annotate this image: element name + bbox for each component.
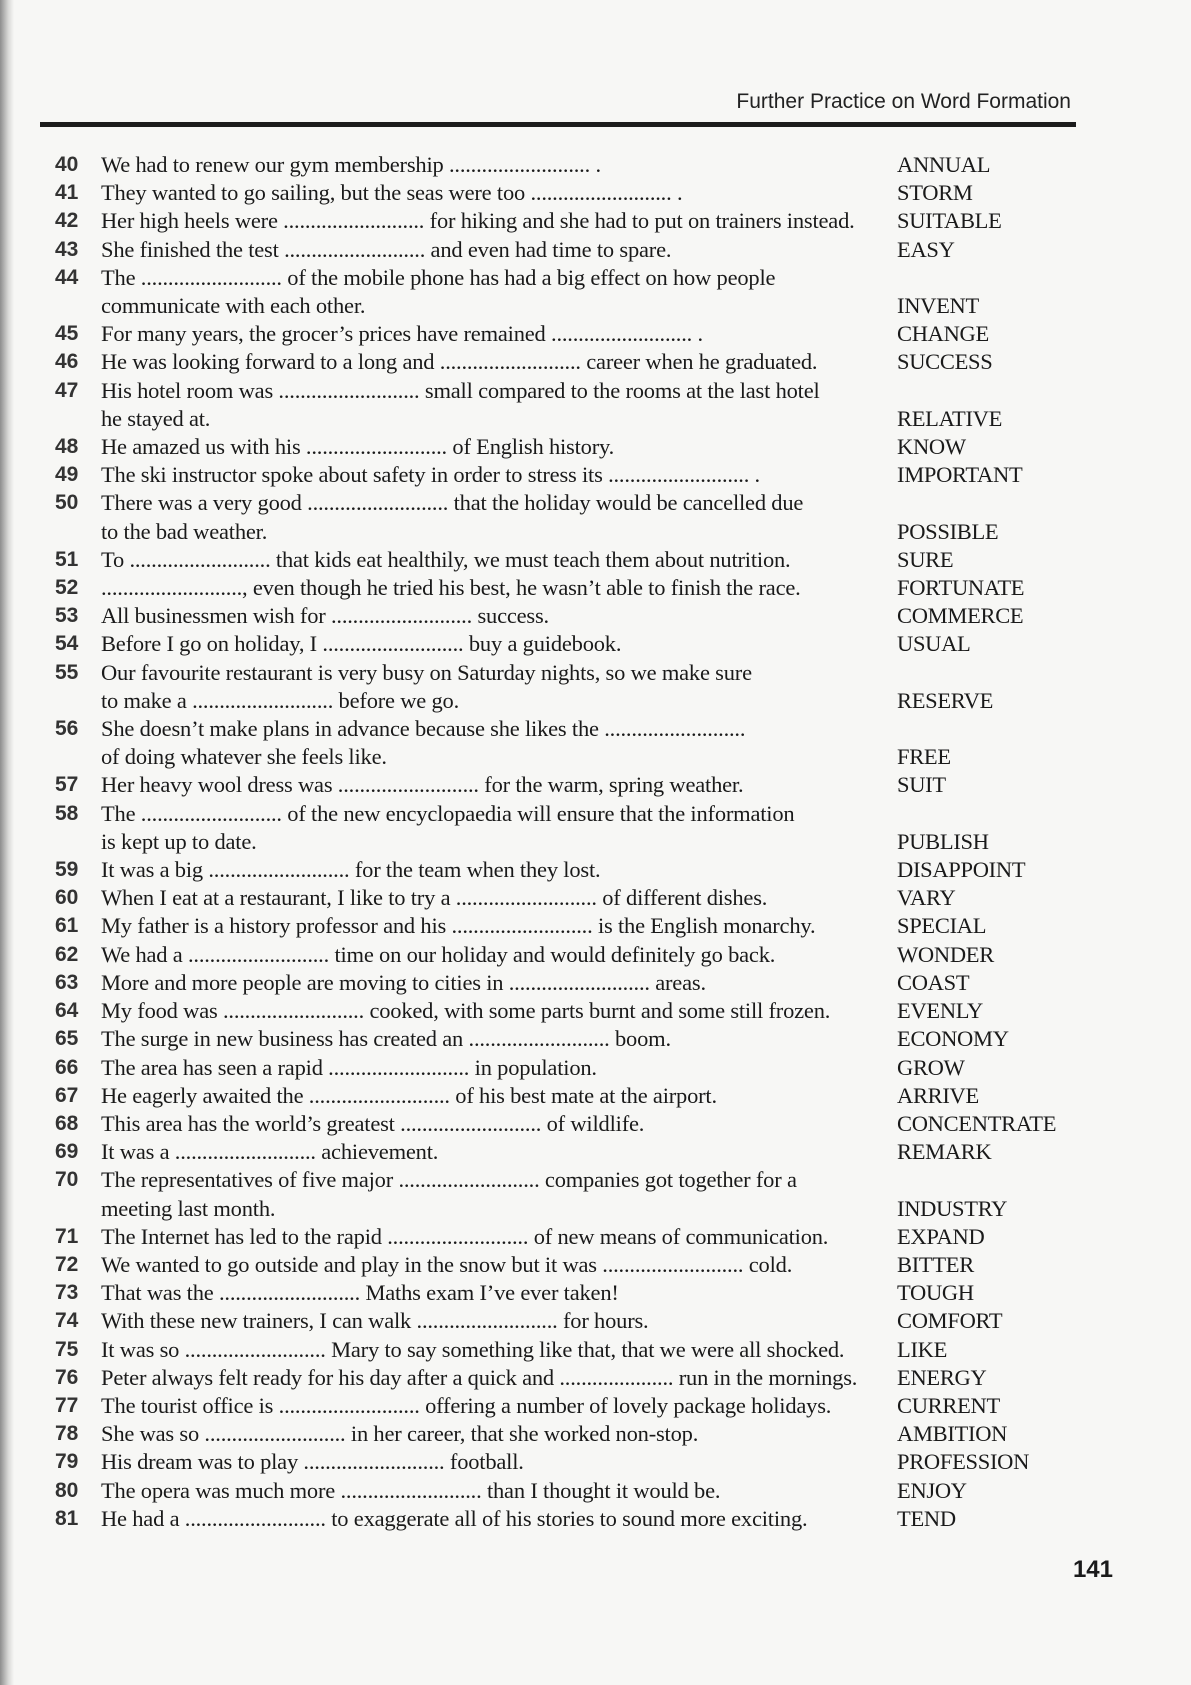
item-number: 43 (55, 237, 79, 261)
item-sentence: She finished the test .......................... and even had time to spare. (101, 236, 672, 262)
item-keyword: REMARK (897, 1139, 992, 1165)
item-keyword: SUCCESS (897, 349, 993, 375)
item-keyword: TEND (897, 1505, 956, 1531)
item-keyword: CURRENT (897, 1392, 1000, 1418)
exercise-item (55, 1307, 1085, 1335)
exercise-item (55, 1110, 1085, 1138)
item-keyword: CHANGE (897, 321, 989, 347)
item-keyword: PUBLISH (897, 828, 989, 854)
exercise-item (55, 1364, 1085, 1392)
exercise-item (55, 320, 1085, 348)
item-sentence: We had a .......................... time on our holiday and would definitely go back. (101, 941, 776, 967)
item-sentence: They wanted to go sailing, but the seas were too .......................... . (101, 180, 683, 206)
item-keyword: EXPAND (897, 1223, 985, 1249)
item-keyword: ARRIVE (897, 1082, 979, 1108)
item-number: 53 (55, 604, 79, 628)
exercise-item (55, 800, 1085, 856)
item-keyword: INVENT (897, 293, 979, 319)
item-keyword: ENERGY (897, 1364, 987, 1390)
item-number: 77 (55, 1393, 79, 1417)
item-sentence: To .......................... that kids eat healthily, we must teach them about nutrition. (101, 546, 791, 572)
item-sentence: His dream was to play .......................... football. (101, 1449, 524, 1475)
item-sentence: Peter always felt ready for his day after a quick and ..................... run in the mornings. (101, 1364, 858, 1390)
exercise-item (55, 546, 1085, 574)
item-sentence: The area has seen a rapid .......................... in population. (101, 1054, 597, 1080)
item-number: 54 (55, 632, 79, 656)
item-number: 75 (55, 1337, 79, 1361)
item-sentence: This area has the world’s greatest .......................... of wildlife. (101, 1110, 645, 1136)
item-number: 42 (55, 209, 79, 233)
exercise-item (55, 1054, 1085, 1082)
item-sentence: She was so .......................... in her career, that she worked non-stop. (101, 1421, 699, 1447)
item-number: 62 (55, 942, 79, 966)
item-number: 66 (55, 1055, 79, 1079)
exercise-item (55, 1166, 1085, 1222)
item-keyword: IMPORTANT (897, 462, 1023, 488)
exercise-item (55, 602, 1085, 630)
item-sentence: The opera was much more .......................... than I thought it would be. (101, 1477, 721, 1503)
item-keyword: EASY (897, 236, 955, 262)
item-sentence: The .......................... of the new encyclopaedia will ensure that the information is kept up to date. (101, 800, 795, 854)
item-keyword: PROFESSION (897, 1449, 1030, 1475)
page-binding-shadow (0, 0, 14, 1685)
exercise-item (55, 1138, 1085, 1166)
item-keyword: CONCENTRATE (897, 1110, 1057, 1136)
item-sentence: The Internet has led to the rapid .......................... of new means of communication. (101, 1223, 829, 1249)
item-sentence: The ski instructor spoke about safety in order to stress its .......................... . (101, 462, 760, 488)
item-keyword: ENJOY (897, 1477, 967, 1503)
item-keyword: SUIT (897, 772, 946, 798)
item-keyword: ECONOMY (897, 1026, 1009, 1052)
exercise-item (55, 1279, 1085, 1307)
item-sentence: Before I go on holiday, I .......................... buy a guidebook. (101, 631, 622, 657)
exercise-item (55, 264, 1085, 320)
exercise-item (55, 884, 1085, 912)
exercise-item (55, 1223, 1085, 1251)
exercise-item (55, 179, 1085, 207)
item-number: 80 (55, 1478, 79, 1502)
item-sentence: For many years, the grocer’s prices have remained .......................... . (101, 321, 703, 347)
item-number: 57 (55, 773, 79, 797)
item-keyword: RESERVE (897, 687, 994, 713)
item-keyword: COMFORT (897, 1308, 1003, 1334)
item-sentence: Her heavy wool dress was .......................... for the warm, spring weather. (101, 772, 744, 798)
item-sentence: My food was .......................... cooked, with some parts burnt and some still frozen. (101, 998, 831, 1024)
item-keyword: VARY (897, 885, 956, 911)
item-sentence: The representatives of five major .......................... companies got together for a meeting last month. (101, 1167, 797, 1221)
item-keyword: KNOW (897, 434, 966, 460)
item-keyword: DISAPPOINT (897, 857, 1026, 883)
item-sentence: The surge in new business has created an .......................... boom. (101, 1026, 671, 1052)
item-keyword: COAST (897, 969, 970, 995)
exercise-item (55, 1336, 1085, 1364)
exercise-item (55, 236, 1085, 264)
item-keyword: LIKE (897, 1336, 948, 1362)
page-header-title: Further Practice on Word Formation (736, 90, 1071, 113)
exercise-item (55, 969, 1085, 997)
item-number: 81 (55, 1506, 79, 1530)
exercise-item (55, 377, 1085, 433)
item-number: 59 (55, 858, 79, 882)
item-number: 74 (55, 1309, 79, 1333)
exercise-item (55, 1251, 1085, 1279)
item-sentence: He was looking forward to a long and .......................... career when he graduated. (101, 349, 818, 375)
exercise-item (55, 1082, 1085, 1110)
item-keyword: ANNUAL (897, 152, 991, 177)
exercise-item (55, 489, 1085, 545)
item-number: 78 (55, 1422, 79, 1446)
item-keyword: STORM (897, 180, 973, 206)
exercise-item (55, 1477, 1085, 1505)
item-keyword: SURE (897, 546, 954, 572)
item-sentence: Her high heels were .......................... for hiking and she had to put on trainers instead. (101, 208, 855, 234)
item-number: 60 (55, 886, 79, 910)
exercise-item (55, 771, 1085, 799)
item-sentence: The tourist office is .......................... offering a number of lovely package holidays. (101, 1392, 832, 1418)
exercise-item (55, 1392, 1085, 1420)
item-number: 56 (55, 717, 79, 741)
exercise-item (55, 912, 1085, 940)
exercise-item (55, 1505, 1085, 1533)
item-keyword: USUAL (897, 631, 971, 657)
item-number: 79 (55, 1450, 79, 1474)
item-keyword: RELATIVE (897, 405, 1003, 431)
item-number: 65 (55, 1027, 79, 1051)
item-number: 61 (55, 914, 79, 938)
exercise-item (55, 941, 1085, 969)
header-rule (40, 122, 1076, 127)
page-number: 141 (1072, 1556, 1113, 1583)
item-number: 51 (55, 547, 79, 571)
item-sentence: It was a big .......................... for the team when they lost. (101, 857, 601, 883)
item-sentence: She doesn’t make plans in advance because she likes the .......................... of doing whatever she feels like. (101, 716, 746, 770)
item-sentence: Our favourite restaurant is very busy on Saturday nights, so we make sure to make a .......................... before we go. (101, 659, 752, 713)
exercise-item (55, 659, 1085, 715)
item-number: 76 (55, 1365, 79, 1389)
item-keyword: COMMERCE (897, 603, 1024, 629)
item-sentence: His hotel room was .......................... small compared to the rooms at the last hotel he stayed at. (101, 377, 820, 431)
item-keyword: AMBITION (897, 1421, 1008, 1447)
item-number: 72 (55, 1252, 79, 1276)
item-number: 45 (55, 322, 79, 346)
exercise-item (55, 207, 1085, 235)
item-keyword: BITTER (897, 1251, 974, 1277)
exercise-item (55, 348, 1085, 376)
item-sentence: .........................., even though he tried his best, he wasn’t able to finish the race. (101, 575, 801, 601)
item-sentence: The .......................... of the mobile phone has had a big effect on how people communicate with each other. (101, 264, 776, 319)
item-keyword: INDUSTRY (897, 1195, 1008, 1221)
item-number: 55 (55, 660, 79, 684)
item-sentence: He amazed us with his .......................... of English history. (101, 434, 615, 460)
item-sentence: That was the .......................... Maths exam I’ve ever taken! (101, 1280, 619, 1306)
item-keyword: SUITABLE (897, 208, 1002, 234)
item-sentence: He had a .......................... to exaggerate all of his stories to sound more exciting. (101, 1505, 808, 1531)
item-sentence: We wanted to go outside and play in the snow but it was .......................... cold. (101, 1251, 793, 1277)
exercise-item (55, 574, 1085, 602)
item-number: 50 (55, 491, 79, 515)
exercise-list (55, 151, 1085, 1533)
item-keyword: GROW (897, 1054, 965, 1080)
item-keyword: POSSIBLE (897, 518, 999, 544)
item-number: 64 (55, 999, 79, 1023)
exercise-item (55, 1025, 1085, 1053)
item-sentence: When I eat at a restaurant, I like to try a .......................... of different dishes. (101, 885, 768, 911)
item-sentence: It was so .......................... Mary to say something like that, that we were all shocked. (101, 1336, 845, 1362)
item-keyword: SPECIAL (897, 913, 987, 939)
item-number: 67 (55, 1083, 79, 1107)
exercise-item (55, 630, 1085, 658)
item-number: 40 (55, 153, 79, 176)
item-keyword: FREE (897, 744, 951, 770)
item-sentence: All businessmen wish for .......................... success. (101, 603, 549, 629)
item-keyword: WONDER (897, 941, 994, 967)
item-number: 70 (55, 1168, 79, 1192)
exercise-item (55, 151, 1085, 179)
item-number: 46 (55, 350, 79, 374)
item-number: 41 (55, 181, 79, 205)
exercise-item (55, 433, 1085, 461)
item-number: 73 (55, 1281, 79, 1305)
item-sentence: There was a very good .......................... that the holiday would be cancelled due to the bad weather. (101, 490, 804, 544)
item-number: 47 (55, 378, 79, 402)
item-keyword: EVENLY (897, 998, 983, 1024)
item-sentence: It was a .......................... achievement. (101, 1139, 439, 1165)
item-sentence: With these new trainers, I can walk .......................... for hours. (101, 1308, 649, 1334)
item-keyword: TOUGH (897, 1280, 974, 1306)
item-number: 52 (55, 576, 79, 600)
item-sentence: He eagerly awaited the .......................... of his best mate at the airport. (101, 1082, 717, 1108)
item-number: 69 (55, 1140, 79, 1164)
exercise-item (55, 1420, 1085, 1448)
exercise-item (55, 997, 1085, 1025)
item-number: 48 (55, 435, 79, 459)
exercise-item (55, 856, 1085, 884)
item-sentence: More and more people are moving to cities in .......................... areas. (101, 969, 706, 995)
item-number: 63 (55, 970, 79, 994)
item-number: 49 (55, 463, 79, 487)
item-number: 68 (55, 1111, 79, 1135)
item-number: 58 (55, 801, 79, 825)
exercise-item (55, 715, 1085, 771)
item-number: 71 (55, 1224, 79, 1248)
item-sentence: We had to renew our gym membership .......................... . (101, 152, 601, 177)
exercise-item (55, 461, 1085, 489)
item-sentence: My father is a history professor and his .......................... is the English monarchy. (101, 913, 816, 939)
exercise-item (55, 1448, 1085, 1476)
item-keyword: FORTUNATE (897, 575, 1025, 601)
item-number: 44 (55, 265, 79, 289)
